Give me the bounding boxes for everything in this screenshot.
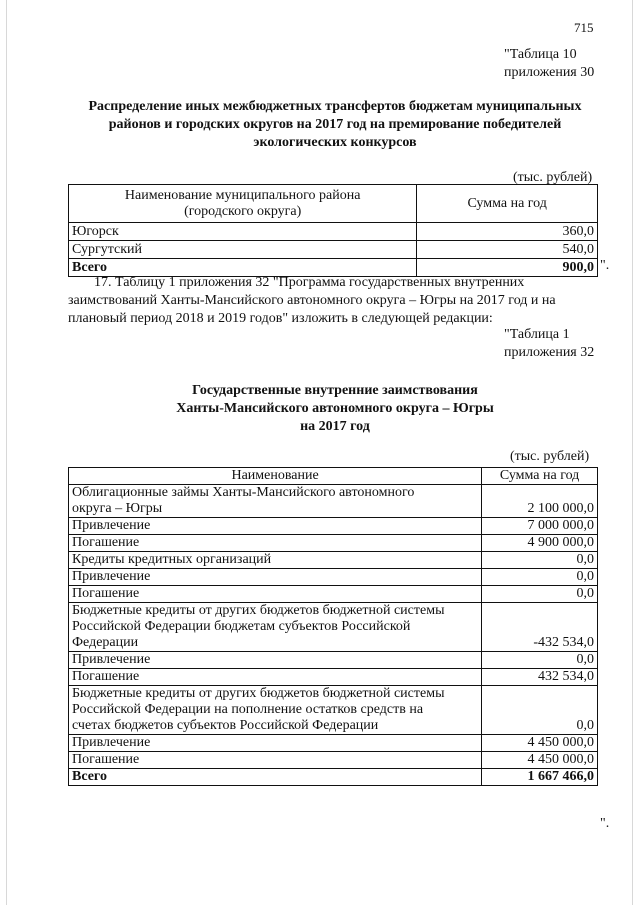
table1-caption-line1: "Таблица 1 — [504, 327, 570, 342]
table10-caption-line1: "Таблица 10 — [504, 47, 577, 62]
table1-row-value: 2 100 000,0 — [482, 485, 598, 518]
table1-row-name-line: Российской Федерации на пополнение остатков средств на — [72, 702, 424, 717]
table1-row-name-line: Российской Федерации бюджетам субъектов Российской — [72, 619, 411, 634]
table1-title-line3: на 2017 год — [300, 419, 370, 434]
table10-unit: (тыс. рублей) — [513, 170, 593, 185]
table1-row-name-line: Погашение — [72, 535, 140, 550]
table1-row-name-line: округа – Югры — [72, 501, 163, 516]
table1-row-name — [69, 569, 482, 586]
table1-row-name-line: Привлечение — [72, 518, 151, 533]
page-number: 715 — [574, 20, 594, 35]
table10-row-name: Югорск — [69, 223, 417, 241]
table10-row-name: Сургутский — [69, 241, 417, 259]
table10-row-value: 360,0 — [417, 223, 598, 241]
table1-row-name-line: Федерации — [72, 635, 139, 650]
table1-row-value: 0,0 — [482, 686, 598, 735]
table1-total-row — [69, 769, 598, 786]
table10-header-sum: Сумма на год — [417, 185, 598, 223]
table1-row — [69, 535, 598, 552]
table1-row-name-line: Погашение — [72, 586, 140, 601]
table1-title-line2: Ханты-Мансийского автономного округа – Югры — [176, 401, 494, 416]
table1-row-name-line: Погашение — [72, 752, 140, 767]
table1-row-value: 4 900 000,0 — [482, 535, 598, 552]
table1-total-value: 1 667 466,0 — [482, 769, 598, 786]
table1-row-name-line: Привлечение — [72, 652, 151, 667]
table10-total-label: Всего — [69, 259, 417, 277]
table1-row-name — [69, 686, 482, 735]
table1-row-value: 4 450 000,0 — [482, 735, 598, 752]
table1-row — [69, 586, 598, 603]
table1-row-value: 7 000 000,0 — [482, 518, 598, 535]
table1-header-sum: Сумма на год — [482, 468, 598, 485]
table1-unit: (тыс. рублей) — [510, 449, 590, 464]
table1-row-name — [69, 603, 482, 652]
table1-row-value: 0,0 — [482, 552, 598, 569]
table1-row — [69, 569, 598, 586]
table1-row-name — [69, 535, 482, 552]
paragraph-17-line3: плановый период 2018 и 2019 годов" изложить в следующей редакции: — [68, 311, 493, 326]
table1-end-mark: ". — [600, 816, 610, 831]
table10-header-row — [69, 185, 598, 223]
table1-row-value: 0,0 — [482, 586, 598, 603]
table10-title-line1: Распределение иных межбюджетных трансфертов бюджетам муниципальных — [88, 99, 582, 114]
table1-row-name — [69, 669, 482, 686]
table10-header-name-line1: Наименование муниципального района — [124, 187, 361, 203]
table10-caption — [504, 46, 632, 82]
table1-title-line1: Государственные внутренние заимствования — [192, 383, 478, 398]
table1-row-name-line: Привлечение — [72, 569, 151, 584]
table1-row-value: 432 534,0 — [482, 669, 598, 686]
paragraph-17-line1: 17. Таблицу 1 приложения 32 "Программа государственных внутренних — [94, 275, 525, 290]
table1-row-name-line: Бюджетные кредиты от других бюджетов бюджетной системы — [72, 686, 445, 701]
table1-row-name — [69, 518, 482, 535]
table1-title — [60, 382, 610, 436]
table10-caption-line2: приложения 30 — [504, 65, 595, 80]
table1-row-name — [69, 586, 482, 603]
table1-row-name — [69, 485, 482, 518]
table10-row-value: 540,0 — [417, 241, 598, 259]
paragraph-17-line2: заимствований Ханты-Мансийского автономного округа – Югры на 2017 год и на — [68, 293, 556, 308]
table1-row-name — [69, 752, 482, 769]
table1 — [68, 467, 598, 786]
table1-row — [69, 735, 598, 752]
table10-title — [60, 98, 610, 152]
table1-total-label: Всего — [69, 769, 482, 786]
table1-row-name — [69, 652, 482, 669]
table1-row — [69, 552, 598, 569]
table10-row — [69, 223, 598, 241]
table10-end-mark: ". — [600, 258, 610, 273]
paragraph-17 — [68, 274, 598, 328]
table1-row — [69, 652, 598, 669]
table10-title-line2: районов и городских округов на 2017 год на премирование победителей — [108, 117, 562, 132]
table1-row — [69, 686, 598, 735]
table1-row-name-line: Погашение — [72, 669, 140, 684]
table10 — [68, 184, 598, 277]
table1-row-value: -432 534,0 — [482, 603, 598, 652]
table1-row-name-line: Привлечение — [72, 735, 151, 750]
scan-right-edge — [632, 0, 633, 905]
table10-header-name-line2: (городского округа) — [184, 203, 302, 219]
table1-row-value: 0,0 — [482, 569, 598, 586]
table1-row-name-line: счетах бюджетов субъектов Российской Федерации — [72, 718, 379, 733]
table1-caption-line2: приложения 32 — [504, 345, 595, 360]
table10-total-value: 900,0 — [417, 259, 598, 277]
scan-left-edge — [6, 0, 7, 905]
table1-row — [69, 669, 598, 686]
table1-caption — [504, 326, 632, 362]
table1-row-value: 4 450 000,0 — [482, 752, 598, 769]
table1-row — [69, 603, 598, 652]
table10-row — [69, 241, 598, 259]
table1-row — [69, 518, 598, 535]
table1-row-value: 0,0 — [482, 652, 598, 669]
table1-row-name — [69, 735, 482, 752]
table1-header-name: Наименование — [69, 468, 482, 485]
table1-row-name-line: Облигационные займы Ханты-Мансийского автономного — [72, 485, 415, 500]
table1-row — [69, 485, 598, 518]
table10-title-line3: экологических конкурсов — [253, 135, 417, 150]
table1-row — [69, 752, 598, 769]
table1-row-name-line: Кредиты кредитных организаций — [72, 552, 272, 567]
table10-header-name — [69, 185, 417, 223]
table1-row-name — [69, 552, 482, 569]
table1-header-row — [69, 468, 598, 485]
table1-row-name-line: Бюджетные кредиты от других бюджетов бюджетной системы — [72, 603, 445, 618]
